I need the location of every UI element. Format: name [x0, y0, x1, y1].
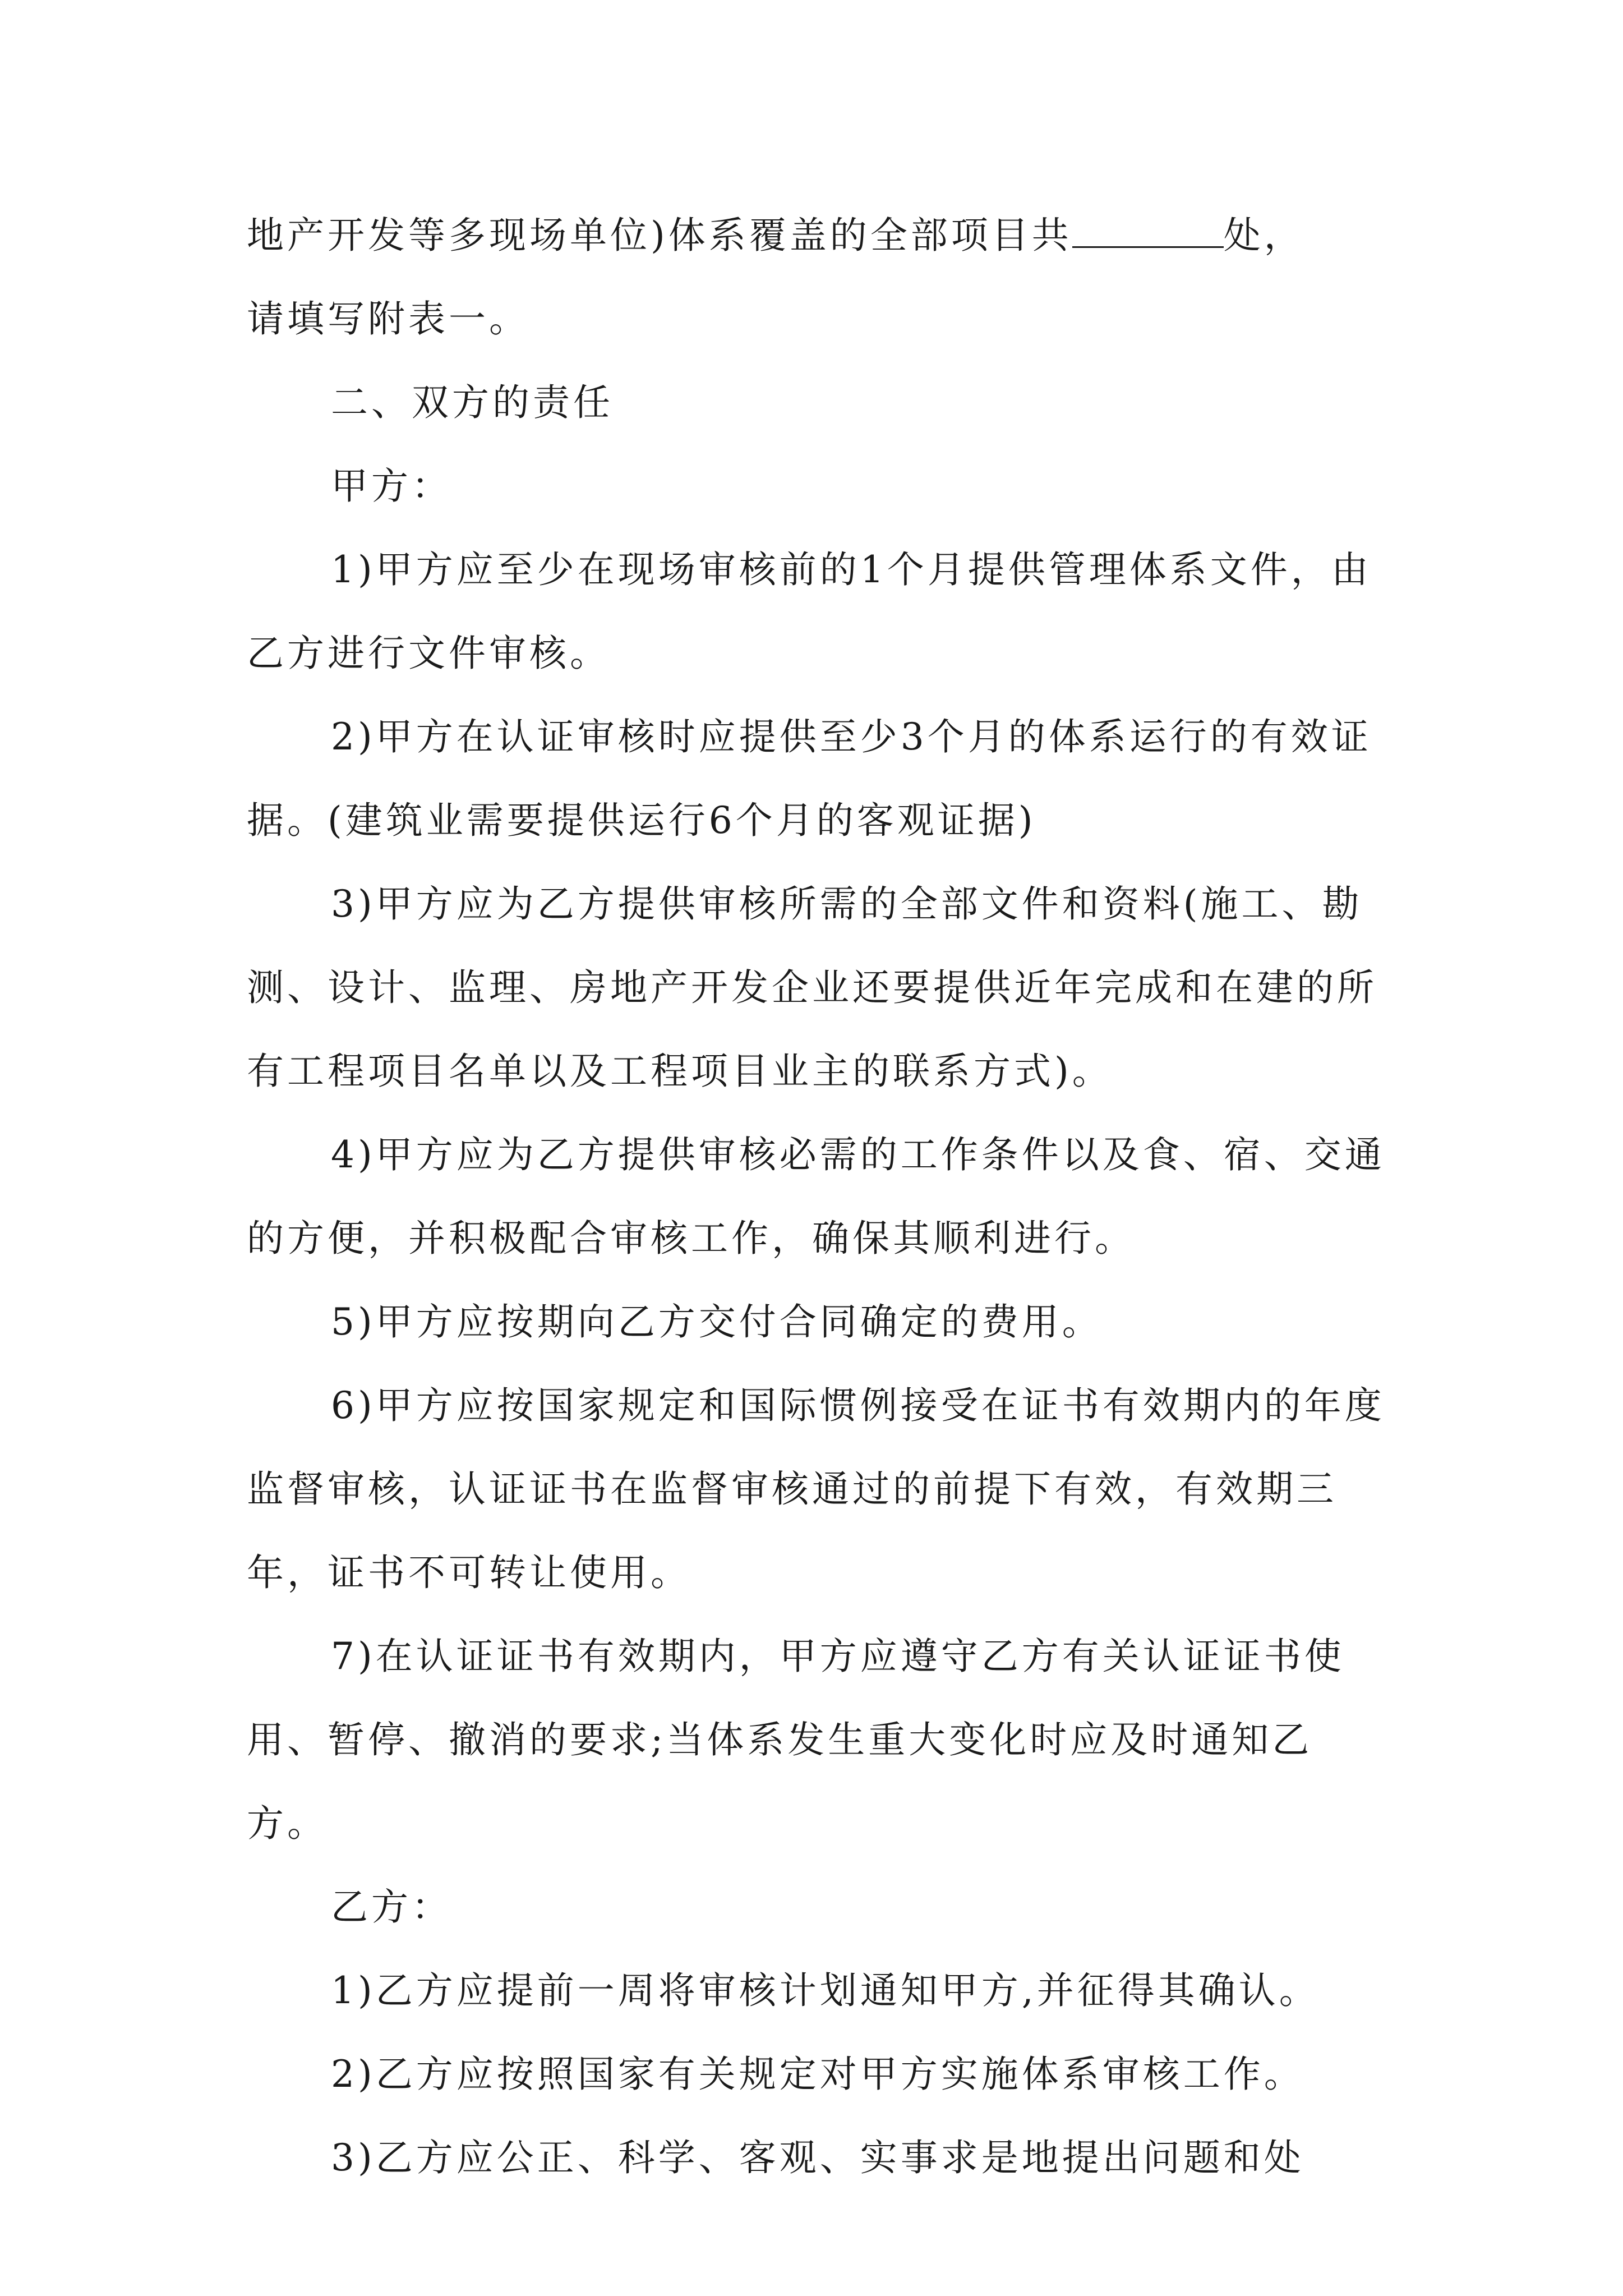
project-count-suffix: 处，: [1223, 214, 1304, 257]
party-a-item-1: 1)甲方应至少在现场审核前的1个月提供管理体系文件，由乙方进行文件审核。: [247, 548, 1372, 675]
paragraph-project-count: [247, 194, 1391, 361]
party-a-item-5: 5)甲方应按期向乙方交付合同确定的费用。: [331, 1300, 1103, 1343]
project-count-line2: 请填写附表一。: [247, 297, 529, 341]
party-a-heading: 甲方：: [331, 464, 452, 508]
party-a-item-7: 7)在认证证书有效期内，甲方应遵守乙方有关认证证书使用、暂停、撤消的要求;当体系发生重大变化时应及时通知乙方。: [247, 1635, 1345, 1845]
document-body: [247, 194, 1391, 2200]
party-b-item-1: 1)乙方应提前一周将审核计划通知甲方,并征得其确认。: [331, 1969, 1320, 2012]
party-b-heading: 乙方：: [331, 1885, 452, 1929]
party-b-item-2: 2)乙方应按照国家有关规定对甲方实施体系审核工作。: [331, 2053, 1304, 2096]
party-a-item-2: 2)甲方在认证审核时应提供至少3个月的体系运行的有效证据。(建筑业需要提供运行6个月的客观证据): [247, 715, 1372, 842]
project-count-blank[interactable]: [1072, 213, 1224, 248]
project-count-text: 地产开发等多现场单位)体系覆盖的全部项目共: [247, 214, 1072, 257]
party-b-item-3: 3)乙方应公正、科学、客观、实事求是地提出问题和处: [331, 2136, 1304, 2179]
party-a-item-3: 3)甲方应为乙方提供审核所需的全部文件和资料(施工、勘测、设计、监理、房地产开发企业还要提供近年完成和在建的所有工程项目名单以及工程项目业主的联系方式)。: [247, 882, 1377, 1093]
section-heading: 二、双方的责任: [331, 381, 614, 424]
party-a-item-6: 6)甲方应按国家规定和国际惯例接受在证书有效期内的年度监督审核，认证证书在监督审核通过的前提下有效，有效期三年，证书不可转让使用。: [247, 1384, 1385, 1594]
party-a-item-4: 4)甲方应为乙方提供审核必需的工作条件以及食、宿、交通的方便，并积极配合审核工作，确保其顺利进行。: [247, 1133, 1385, 1260]
